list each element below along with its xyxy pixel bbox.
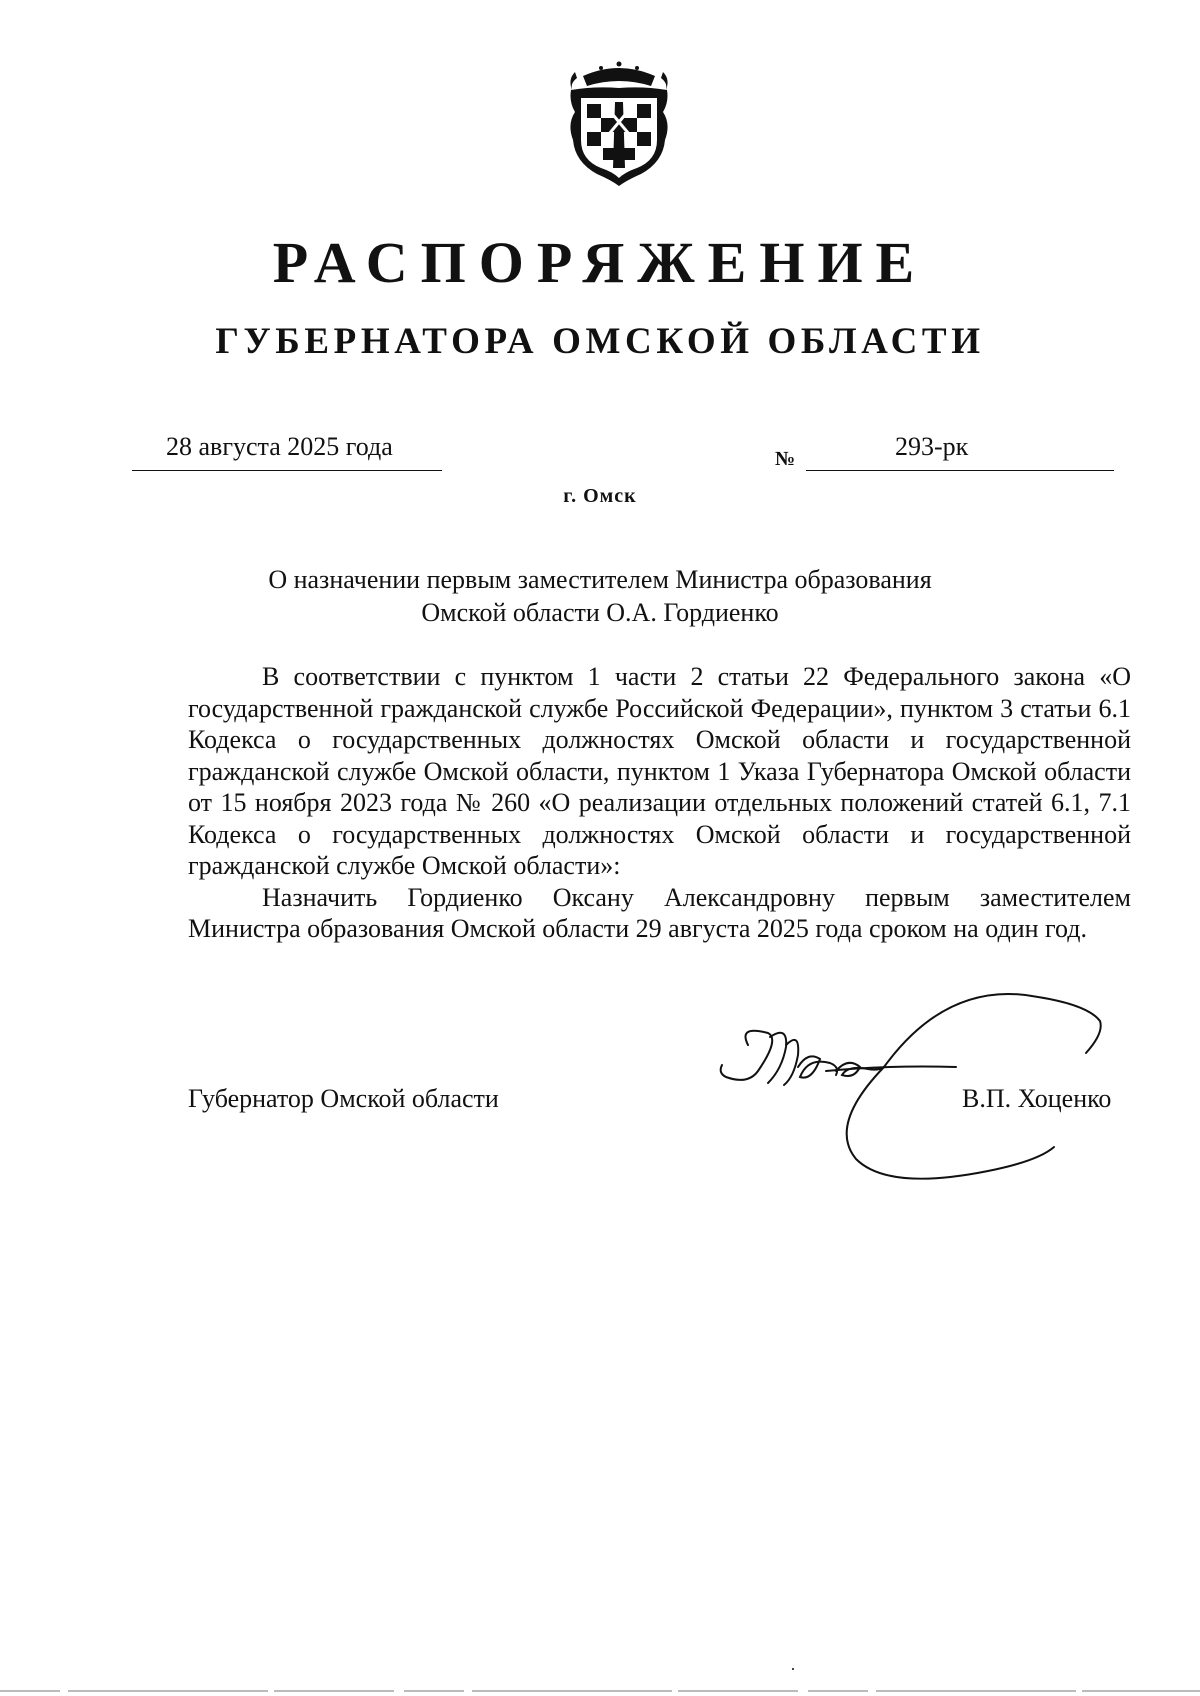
body-paragraph: В соответствии с пунктом 1 части 2 статьи 22 Федерального закона «О государственной гражданской службе Российской Федерации», пунктом 3 статьи 6.1 Кодекса о государственных должностях Омской области и государственной гражданской службе Омской области, пунктом 1 Указа Губернатора Омской области от 15 ноября 2023 года № 260 «О реализации отдельных положений статей 6.1, 7.1 Кодекса о государственных должностях Омской области и государственной гражданской службе Омской области»: (188, 662, 1131, 880)
number-sign: № (775, 448, 796, 470)
document-title: РАСПОРЯЖЕНИЕ (272, 230, 928, 295)
document-city: г. Омск (563, 485, 637, 507)
signatory-position: Губернатор Омской области (188, 1084, 499, 1113)
bottom-rule (0, 1690, 1200, 1692)
omsk-region-coat-of-arms-icon (563, 58, 675, 188)
document-number: 293-рк (895, 432, 969, 461)
body-paragraph: Назначить Гордиенко Оксану Александровну первым заместителем Министра образования Омской области 29 августа 2025 года сроком на один год. (188, 882, 1131, 943)
document-date: 28 августа 2025 года (166, 432, 393, 461)
handwritten-signature-icon (708, 985, 1108, 1185)
document-subtitle: ГУБЕРНАТОРА ОМСКОЙ ОБЛАСТИ (215, 321, 985, 362)
heading-line: Омской области О.А. Гордиенко (421, 598, 779, 627)
heading-line: О назначении первым заместителем Министра образования (268, 565, 932, 594)
scan-speck (792, 1668, 794, 1670)
document-body (188, 661, 1131, 945)
number-field (806, 430, 1114, 471)
date-field (132, 430, 442, 471)
document-heading (200, 563, 1000, 629)
signatory-name: В.П. Хоценко (962, 1084, 1112, 1113)
